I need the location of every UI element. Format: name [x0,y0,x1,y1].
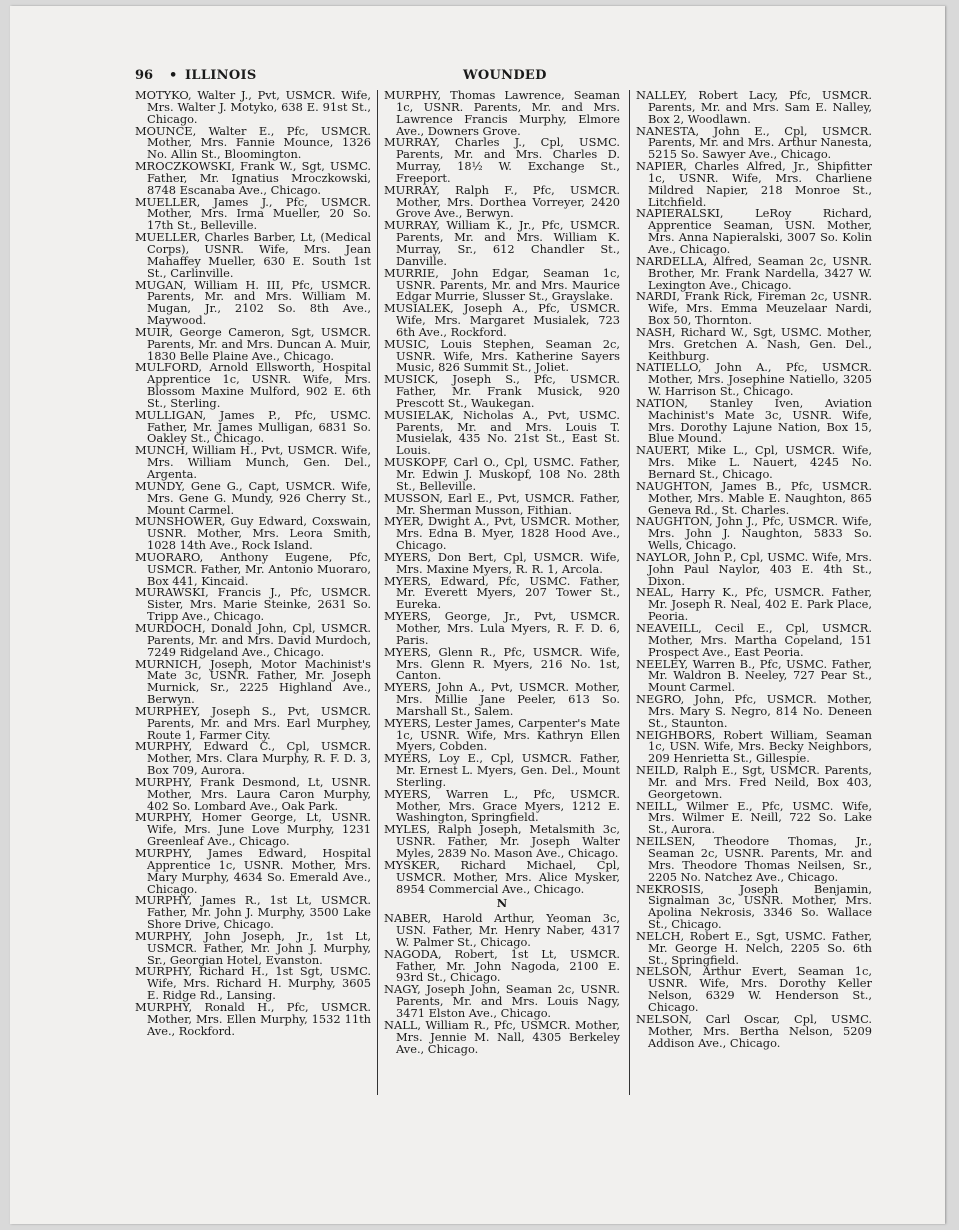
casualty-entry: NASH, Richard W., Sgt, USMC. Mother, Mrs. Gretchen A. Nash, Gen. Del., Keithburg. [636,324,872,363]
casualty-entry: NELSON, Carl Oscar, Cpl, USMC. Mother, Mrs. Bertha Nelson, 5209 Addison Ave., Chicago. [636,1011,872,1050]
header-bullet: • [169,68,178,83]
casualty-entry: MUSIELAK, Nicholas A., Pvt, USMC. Parents, Mr. and Mrs. Louis T. Musielak, 435 No. 21st St., East St. Louis. [384,407,620,458]
casualty-entry: MULLIGAN, James P., Pfc, USMC. Father, Mr. James Mulligan, 6831 So. Oakley St., Chicago. [135,407,371,446]
casualty-entry: NAGY, Joseph John, Seaman 2c, USNR. Parents, Mr. and Mrs. Louis Nagy, 3471 Elston Ave., Chicago. [384,982,620,1020]
casualty-entry: MUSIALEK, Joseph A., Pfc, USMCR. Wife, Mrs. Margaret Musialek, 723 6th Ave., Rockford. [384,301,620,339]
casualty-entry: MURRIE, John Edgar, Seaman 1c, USNR. Parents, Mr. and Mrs. Maurice Edgar Murrie, Slusser St., Grayslake. [384,265,620,304]
casualty-entry: MUNSHOWER, Guy Edward, Coxswain, USNR. Mother, Mrs. Leora Smith, 1028 14th Ave., Rock Island. [135,514,371,553]
page-header [135,68,875,84]
casualty-entry: MYLES, Ralph Joseph, Metalsmith 3c, USNR. Father, Mr. Joseph Walter Myles, 2839 No. Mason Ave., Chicago. [384,822,620,860]
casualty-entry: MYSKER, Richard Michael, Cpl, USMCR. Mother, Mrs. Alice Mysker, 8954 Commercial Ave., Chicago. [384,857,620,896]
casualty-entry: MUSKOPF, Carl O., Cpl, USMC. Father, Mr. Edwin J. Muskopf, 108 No. 28th St., Belleville. [384,455,620,493]
casualty-entry: NAPIERALSKI, LeRoy Richard, Apprentice Seaman, USN. Mother, Mrs. Anna Napieralski, 3007 So. Kolin Ave., Chicago. [636,206,872,256]
casualty-entry: MYERS, Don Bert, Cpl, USMCR. Wife, Mrs. Maxine Myers, R. R. 1, Arcola. [384,549,620,576]
casualty-entry: NAUERT, Mike L., Cpl, USMCR. Wife, Mrs. Mike L. Nauert, 4245 No. Bernard St., Chicago. [636,443,872,481]
casualty-entry: MURPHY, Edward C., Cpl, USMCR. Mother, Mrs. Clara Murphy, R. F. D. 3, Box 709, Aurora. [135,739,371,778]
casualty-entry: NELSON, Arthur Evert, Seaman 1c, USNR. Wife, Mrs. Dorothy Keller Nelson, 6329 W. Henderson St., Chicago. [636,964,872,1014]
casualty-entry: MURDOCH, Donald John, Cpl, USMCR. Parents, Mr. and Mrs. David Murdoch, 7249 Ridgeland Ave., Chicago. [135,620,371,659]
casualty-entry: NAUGHTON, James B., Pfc, USMCR. Mother, Mrs. Mable E. Naughton, 865 Geneva Rd., St. Charles. [636,478,872,517]
casualty-entry: MOTYKO, Walter J., Pvt, USMCR. Wife, Mrs. Walter J. Motyko, 638 E. 91st St., Chicago. [135,88,371,126]
casualty-entry: MYERS, George, Jr., Pvt, USMCR. Mother, Mrs. Lula Myers, R. F. D. 6, Paris. [384,609,620,647]
casualty-entry: MUNDY, Gene G., Capt, USMCR. Wife, Mrs. Gene G. Mundy, 926 Cherry St., Mount Carmel. [135,478,371,517]
casualty-entry: NATIELLO, John A., Pfc, USMCR. Mother, Mrs. Josephine Natiello, 3205 W. Harrison St., Chicago. [636,360,872,399]
casualty-entry: MUELLER, James J., Pfc, USMCR. Mother, Mrs. Irma Mueller, 20 So. 17th St., Belleville. [135,194,371,233]
column-3 [636,90,872,1049]
page-number: 96 [135,68,154,83]
casualty-entry: MUNCH, William H., Pvt, USMCR. Wife, Mrs. William Munch, Gen. Del., Argenta. [135,443,371,481]
casualty-entry: MURRAY, Charles J., Cpl, USMC. Parents, Mr. and Mrs. Charles D. Murray, 18½ W. Exchange St., Freeport. [384,135,620,185]
casualty-entry: MUELLER, Charles Barber, Lt, (Medical Corps), USNR. Wife, Mrs. Jean Mahaffey Mueller, 630 E. South 1st St., Carlinville. [135,230,371,280]
casualty-entry: MURPHEY, Joseph S., Pvt, USMCR. Parents, Mr. and Mrs. Earl Murphey, Route 1, Farmer City. [135,703,371,742]
casualty-entry: MURPHY, Frank Desmond, Lt, USNR. Mother, Mrs. Laura Caron Murphy, 402 So. Lombard Ave., Oak Park. [135,774,371,813]
casualty-entry: MUGAN, William H. III, Pfc, USMCR. Parents, Mr. and Mrs. William M. Mugan, Jr., 2102 So. 8th Ave., Maywood. [135,277,371,328]
casualty-entry: NEAVEILL, Cecil E., Cpl, USMCR. Mother, Mrs. Martha Copeland, 151 Prospect Ave., East Peoria. [636,620,872,659]
casualty-entry: MURPHY, John Joseph, Jr., 1st Lt, USMCR. Father, Mr. John J. Murphy, Sr., Georgian Hotel, Evanston. [135,928,371,967]
casualty-entry: MUSSON, Earl E., Pvt, USMCR. Father, Mr. Sherman Musson, Fithian. [384,490,620,517]
casualty-entry: MOUNCE, Walter E., Pfc, USMCR. Mother, Mrs. Fannie Mounce, 1326 No. Allin St., Bloomington. [135,123,371,162]
casualty-entry: MYERS, Lester James, Carpenter's Mate 1c, USNR. Wife, Mrs. Kathryn Ellen Myers, Cobden. [384,715,620,754]
casualty-entry: MURNICH, Joseph, Motor Machinist's Mate 3c, USNR. Father, Mr. Joseph Murnick, Sr., 2225 Highland Ave., Berwyn. [135,656,371,707]
casualty-entry: MURPHY, Richard H., 1st Sgt, USMC. Wife, Mrs. Richard H. Murphy, 3605 E. Ridge Rd., Lansing. [135,964,371,1003]
column-2 [384,90,620,1055]
casualty-entry: MURRAY, Ralph F., Pfc, USMCR. Mother, Mrs. Dorthea Vorreyer, 2420 Grove Ave., Berwyn. [384,182,620,221]
casualty-entry: NANESTA, John E., Cpl, USMCR. Parents, Mr. and Mrs. Arthur Nanesta, 5215 So. Sawyer Ave., Chicago. [636,123,872,162]
casualty-entry: NAPIER, Charles Alfred, Jr., Shipfitter 1c, USNR. Wife, Mrs. Charliene Mildred Napier, 218 Monroe St., Litchfield. [636,159,872,209]
casualty-entry: NEKROSIS, Joseph Benjamin, Signalman 3c, USNR. Mother, Mrs. Apolina Nekrosis, 3346 So. Wallace St., Chicago. [636,881,872,932]
casualty-entry: MYER, Dwight A., Pvt, USMCR. Mother, Mrs. Edna B. Myer, 1828 Hood Ave., Chicago. [384,514,620,553]
casualty-entry: MYERS, Glenn R., Pfc, USMCR. Wife, Mrs. Glenn R. Myers, 216 No. 1st, Canton. [384,644,620,683]
casualty-entry: NABER, Harold Arthur, Yeoman 3c, USN. Father, Mr. Henry Naber, 4317 W. Palmer St., Chicago. [384,911,620,949]
alphabet-divider: N [496,896,508,911]
casualty-entry: MURPHY, James R., 1st Lt, USMCR. Father, Mr. John J. Murphy, 3500 Lake Shore Drive, Chicago. [135,893,371,932]
casualty-entry: NARDELLA, Alfred, Seaman 2c, USNR. Brother, Mr. Frank Nardella, 3427 W. Lexington Ave., Chicago. [636,253,872,292]
casualty-entry: MURPHY, Ronald H., Pfc, USMCR. Mother, Mrs. Ellen Murphy, 1532 11th Ave., Rockford. [135,999,371,1038]
casualty-entry: NELCH, Robert E., Sgt, USMC. Father, Mr. George H. Nelch, 2205 So. 6th St., Springfield. [636,928,872,967]
casualty-entry: NEGRO, John, Pfc, USMCR. Mother, Mrs. Mary S. Negro, 814 No. Deneen St., Staunton. [636,692,872,730]
casualty-entry: MURPHY, Homer George, Lt, USNR. Wife, Mrs. June Love Murphy, 1231 Greenleaf Ave., Chicago. [135,810,371,849]
casualty-entry: MURRAY, William K., Jr., Pfc, USMCR. Parents, Mr. and Mrs. William K. Murray, Sr., 612 Chandler St., Danville. [384,218,620,268]
casualty-entry: NEILSEN, Theodore Thomas, Jr., Seaman 2c, USNR. Parents, Mr. and Mrs. Theodore Thomas Neilsen, Sr., 2205 No. Natchez Ave., Chicago. [636,834,872,884]
casualty-entry: NAUGHTON, John J., Pfc, USMCR. Wife, Mrs. John J. Naughton, 5833 So. Wells, Chicago. [636,514,872,553]
document-page [10,6,945,1224]
casualty-entry: MYERS, Loy E., Cpl, USMCR. Father, Mr. Ernest L. Myers, Gen. Del., Mount Sterling. [384,751,620,789]
casualty-entry: MYERS, John A., Pvt, USMCR. Mother, Mrs. Millie Jane Peeler, 613 So. Marshall St., Salem. [384,680,620,718]
section-title: WOUNDED [463,68,547,83]
state-title: ILLINOIS [185,68,257,83]
casualty-entry: MURPHY, James Edward, Hospital Apprentice 1c, USNR. Mother, Mrs. Mary Murphy, 4634 So. Emerald Ave., Chicago. [135,846,371,896]
casualty-entry: MURAWSKI, Francis J., Pfc, USMCR. Sister, Mrs. Marie Steinke, 2631 So. Tripp Ave., Chicago. [135,585,371,624]
casualty-entry: NEILD, Ralph E., Sgt, USMCR. Parents, Mr. and Mrs. Fred Neild, Box 403, Georgetown. [636,763,872,801]
casualty-entry: NEAL, Harry K., Pfc, USMCR. Father, Mr. Joseph R. Neal, 402 E. Park Place, Peoria. [636,585,872,624]
casualty-entry: NALLEY, Robert Lacy, Pfc, USMCR. Parents, Mr. and Mrs. Sam E. Nalley, Box 2, Woodlawn. [636,88,872,126]
column-divider [377,90,378,1095]
casualty-entry: NEILL, Wilmer E., Pfc, USMC. Wife, Mrs. Wilmer E. Neill, 722 So. Lake St., Aurora. [636,798,872,837]
casualty-entry: NATION, Stanley Iven, Aviation Machinist's Mate 3c, USNR. Wife, Mrs. Dorothy Lajune Nation, Box 15, Blue Mound. [636,395,872,446]
casualty-entry: MUSICK, Joseph S., Pfc, USMCR. Father, Mr. Frank Musick, 920 Prescott St., Waukegan. [384,372,620,410]
casualty-entry: NAYLOR, John P., Cpl, USMC. Wife, Mrs. John Paul Naylor, 403 E. 4th St., Dixon. [636,549,872,588]
casualty-entry: NALL, William R., Pfc, USMCR. Mother, Mrs. Jennie M. Nall, 4305 Berkeley Ave., Chicago. [384,1017,620,1056]
casualty-entry: MULFORD, Arnold Ellsworth, Hospital Apprentice 1c, USNR. Wife, Mrs. Blossom Maxine Mulford, 902 E. 6th St., Sterling. [135,360,371,410]
column-1 [135,90,371,1038]
casualty-entry: MYERS, Edward, Pfc, USMC. Father, Mr. Everett Myers, 207 Tower St., Eureka. [384,573,620,612]
casualty-entry: MUORARO, Anthony Eugene, Pfc, USMCR. Father, Mr. Antonio Muoraro, Box 441, Kincaid. [135,549,371,588]
casualty-entry: NAGODA, Robert, 1st Lt, USMCR. Father, Mr. John Nagoda, 2100 E. 93rd St., Chicago. [384,946,620,985]
casualty-entry: NEIGHBORS, Robert William, Seaman 1c, USN. Wife, Mrs. Becky Neighbors, 209 Henrietta St., Gillespie. [636,727,872,766]
casualty-entry: NEELEY, Warren B., Pfc, USMC. Father, Mr. Waldron B. Neeley, 727 Pear St., Mount Carmel. [636,656,872,695]
casualty-entry: MUIR, George Cameron, Sgt, USMCR. Parents, Mr. and Mrs. Duncan A. Muir, 1830 Belle Plaine Ave., Chicago. [135,324,371,363]
casualty-entry: NARDI, Frank Rick, Fireman 2c, USNR. Wife, Mrs. Emma Meuzelaar Nardi, Box 50, Thornton. [636,289,872,328]
casualty-entry: MURPHY, Thomas Lawrence, Seaman 1c, USNR. Parents, Mr. and Mrs. Lawrence Francis Murphy, Elmore Ave., Downers Grove. [384,88,620,138]
casualty-entry: MYERS, Warren L., Pfc, USMCR. Mother, Mrs. Grace Myers, 1212 E. Washington, Springfield. [384,786,620,825]
casualty-entry: MROCZKOWSKI, Frank W., Sgt, USMC. Father, Mr. Ignatius Mroczkowski, 8748 Escanaba Ave., Chicago. [135,159,371,197]
casualty-entry: MUSIC, Louis Stephen, Seaman 2c, USNR. Wife, Mrs. Katherine Sayers Music, 826 Summit St., Joliet. [384,336,620,375]
column-divider [629,90,630,1095]
